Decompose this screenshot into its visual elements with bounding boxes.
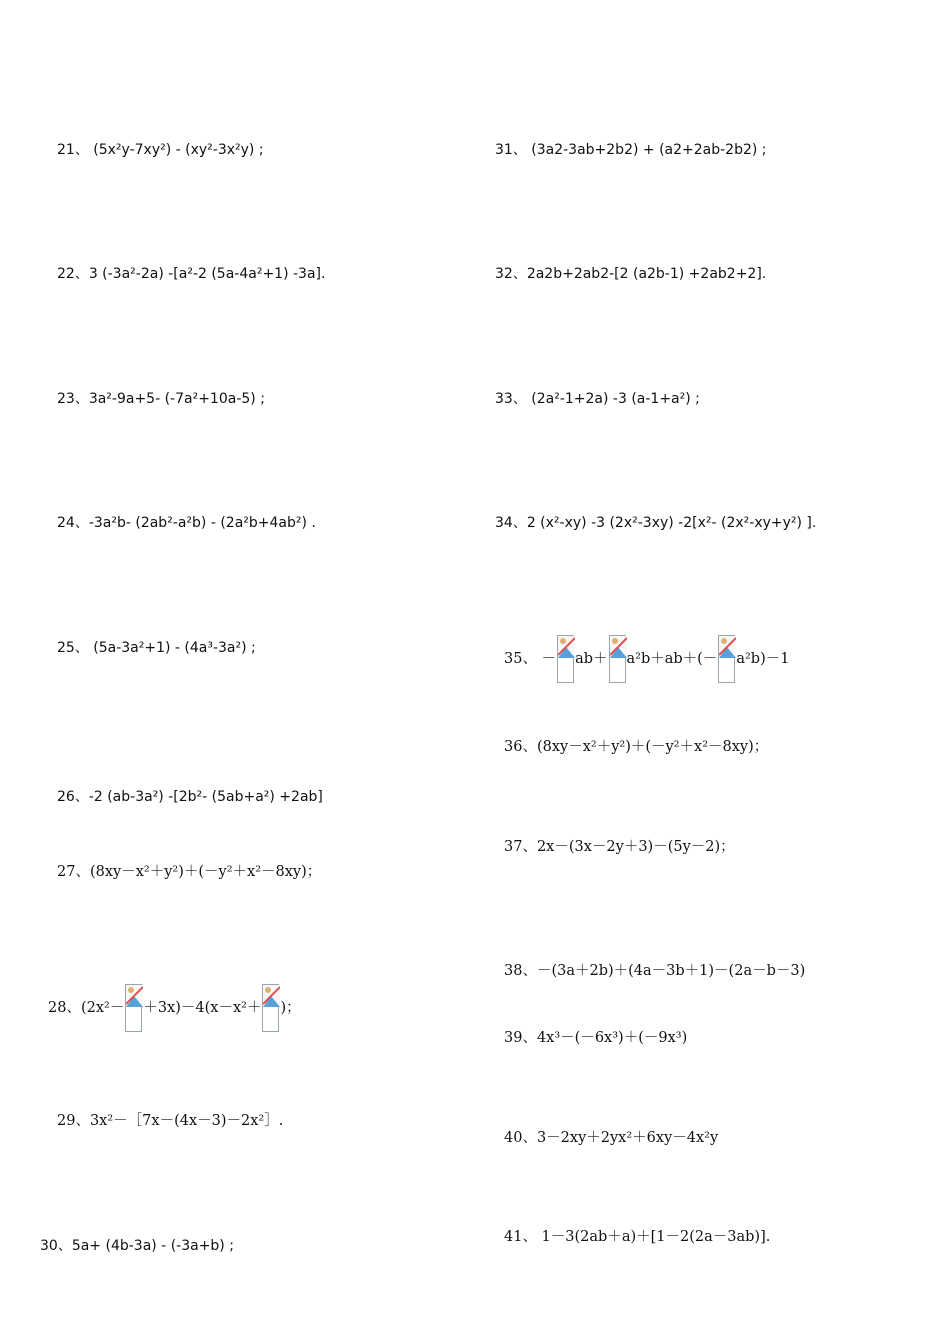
- broken-image-icon: [262, 984, 279, 1032]
- question-23: 23、3a²-9a+5- (-7a²+10a-5) ;: [57, 391, 265, 407]
- question-27: 27、(8xy－x²＋y²)＋(－y²＋x²－8xy)；: [57, 864, 322, 880]
- question-36: 36、(8xy－x²＋y²)＋(－y²＋x²－8xy)；: [504, 739, 769, 755]
- question-26: 26、-2 (ab-3a²) -[2b²- (5ab+a²) +2ab]: [57, 789, 323, 805]
- broken-image-icon: [125, 984, 142, 1032]
- question-28-prefix: 28、(2x²－: [48, 1000, 125, 1016]
- question-34: 34、2 (x²-xy) -3 (2x²-3xy) -2[x²- (2x²-xy+y²) ].: [495, 515, 817, 531]
- question-37: 37、2x－(3x－2y＋3)－(5y－2)；: [504, 839, 735, 855]
- question-41: 41、 1－3(2ab＋a)＋[1－2(2a－3ab)].: [504, 1229, 771, 1245]
- question-30: 30、5a+ (4b-3a) - (-3a+b) ;: [40, 1238, 234, 1254]
- question-35-prefix: 35、 －: [504, 651, 557, 667]
- question-22: 22、3 (-3a²-2a) -[a²-2 (5a-4a²+1) -3a].: [57, 266, 326, 282]
- question-29: 29、3x²－［7x－(4x－3)－2x²］.: [57, 1113, 284, 1129]
- question-28-suffix: )；: [280, 1000, 301, 1016]
- broken-image-icon: [609, 635, 626, 683]
- broken-image-icon: [557, 635, 574, 683]
- question-31: 31、 (3a2-3ab+2b2) + (a2+2ab-2b2) ;: [495, 142, 767, 158]
- question-40: 40、3－2xy＋2yx²＋6xy－4x²y: [504, 1130, 719, 1146]
- question-33: 33、 (2a²-1+2a) -3 (a-1+a²) ;: [495, 391, 700, 407]
- question-24: 24、-3a²b- (2ab²-a²b) - (2a²b+4ab²) .: [57, 515, 316, 531]
- question-39: 39、4x³－(－6x³)＋(－9x³): [504, 1030, 688, 1046]
- broken-image-icon: [718, 635, 735, 683]
- question-25: 25、 (5a-3a²+1) - (4a³-3a²) ;: [57, 640, 256, 656]
- question-32: 32、2a2b+2ab2-[2 (a2b-1) +2ab2+2].: [495, 266, 767, 282]
- question-35-term-2: a²b＋ab＋(－: [626, 651, 718, 667]
- question-28-middle: ＋3x)－4(x－x²＋: [143, 1000, 262, 1016]
- question-35-suffix: a²b)－1: [736, 651, 790, 667]
- question-35: [504, 631, 789, 687]
- question-21: 21、 (5x²y-7xy²) - (xy²-3x²y) ;: [57, 142, 264, 158]
- question-38: 38、－(3a＋2b)＋(4a－3b＋1)－(2a－b－3): [504, 963, 806, 979]
- question-28: [48, 980, 301, 1036]
- question-35-term-1: ab＋: [575, 651, 608, 667]
